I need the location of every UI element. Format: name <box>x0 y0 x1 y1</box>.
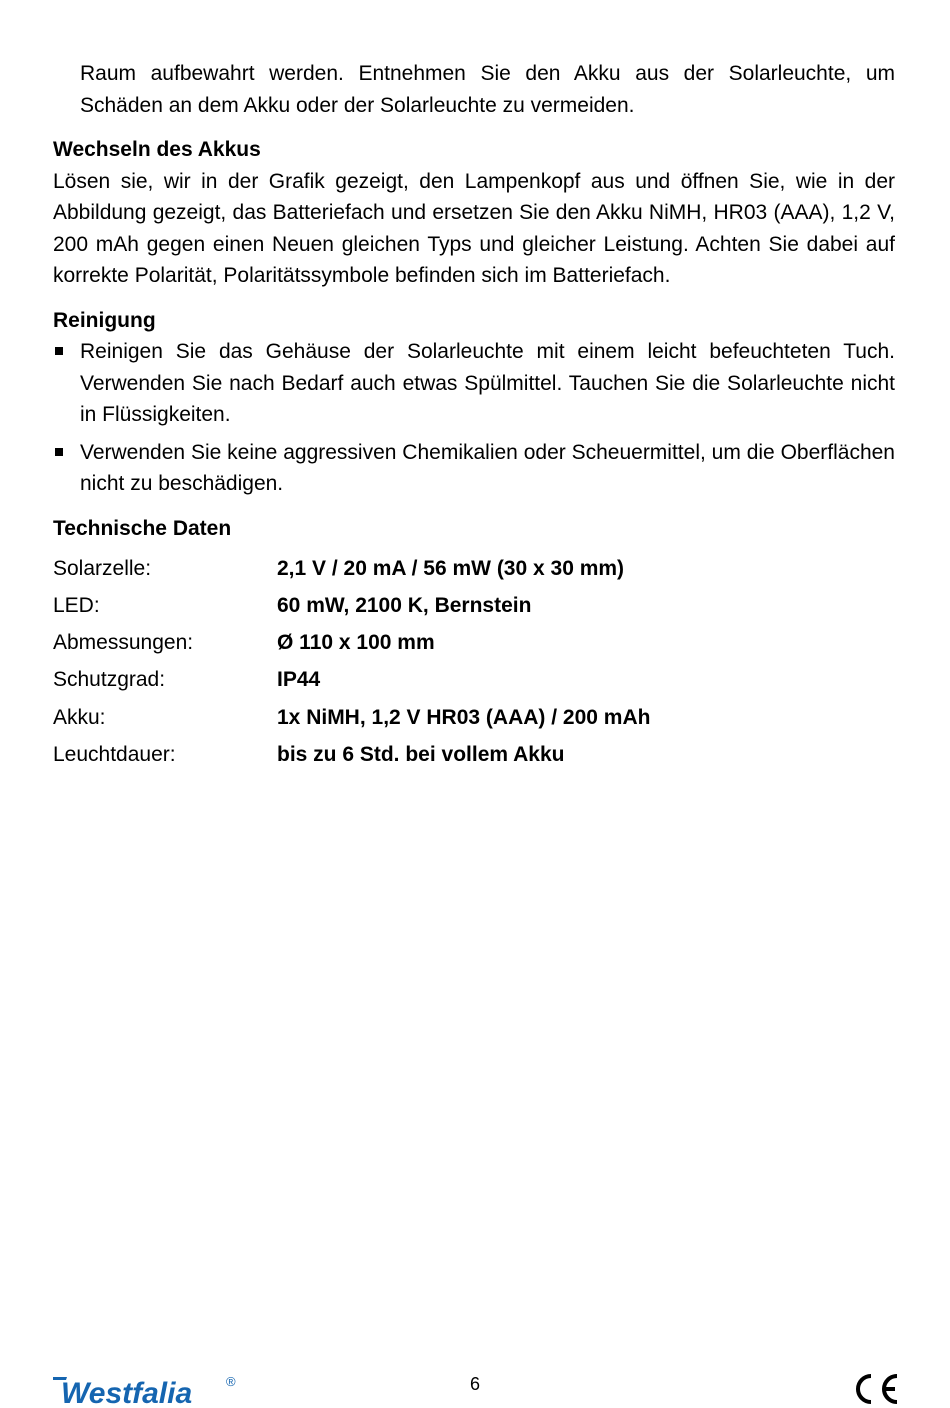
bullet-square-icon <box>55 448 63 456</box>
spec-value: Ø 110 x 100 mm <box>277 631 435 655</box>
logo-registered: ® <box>226 1374 236 1389</box>
cleaning-list <box>53 336 895 500</box>
spec-row <box>53 587 895 624</box>
spec-label: Schutzgrad: <box>53 668 166 692</box>
westfalia-logo <box>53 1372 243 1406</box>
tech-heading: Technische Daten <box>53 516 232 540</box>
list-item-text: Verwenden Sie keine aggressiven Chemikalien oder Scheuermittel, um die Oberflächen nicht zu beschädigen. <box>80 440 895 495</box>
battery-change-paragraph: Lösen sie, wir in der Grafik gezeigt, den Lampenkopf aus und öffnen Sie, wie in der Abbildung gezeigt, das Batteriefach und ersetzen Sie den Akku NiMH, HR03 (AAA), 1,2 V, 200 mAh gegen einen Neuen gleichen Typs und gleicher Leistung. Achten Sie dabei auf korrekte Polarität, Polaritätssymbole befinden sich im Batteriefach. <box>53 169 895 287</box>
list-item <box>53 336 895 431</box>
spec-value: IP44 <box>277 668 321 692</box>
logo-wordmark: Westfalia <box>61 1377 193 1406</box>
spec-label: Akku: <box>53 705 106 729</box>
spec-row <box>53 550 895 587</box>
page-number: 6 <box>469 1374 480 1394</box>
spec-row <box>53 662 895 699</box>
spec-label: Solarzelle: <box>53 556 152 580</box>
battery-change-heading: Wechseln des Akkus <box>53 138 261 161</box>
spec-value: 1x NiMH, 1,2 V HR03 (AAA) / 200 mAh <box>277 705 651 729</box>
ce-c-shape <box>858 1376 871 1402</box>
list-item <box>53 437 895 500</box>
intro-paragraph: Raum aufbewahrt werden. Entnehmen Sie den Akku aus der Solarleuchte, um Schäden an dem Akku oder der Solarleuchte zu vermeiden. <box>80 62 895 117</box>
document-page <box>53 58 895 773</box>
spec-value: bis zu 6 Std. bei vollem Akku <box>277 742 565 766</box>
spec-row <box>53 699 895 736</box>
spec-label: Abmessungen: <box>53 631 194 655</box>
spec-label: Leuchtdauer: <box>53 742 176 766</box>
list-item-text: Reinigen Sie das Gehäuse der Solarleuchte mit einem leicht befeuchteten Tuch. Verwenden Sie nach Bedarf auch etwas Spülmittel. Tauchen Sie die Solarleuchte nicht in Flüssigkeiten. <box>80 340 895 426</box>
cleaning-heading: Reinigung <box>53 308 156 332</box>
spec-row <box>53 624 895 661</box>
ce-mark-icon <box>853 1372 901 1406</box>
bullet-square-icon <box>55 347 63 355</box>
spec-label: LED: <box>53 594 100 618</box>
spec-table <box>53 550 895 773</box>
spec-row <box>53 736 895 773</box>
spec-value: 60 mW, 2100 K, Bernstein <box>277 594 532 618</box>
spec-value: 2,1 V / 20 mA / 56 mW (30 x 30 mm) <box>277 556 625 580</box>
page-footer <box>0 1368 950 1408</box>
